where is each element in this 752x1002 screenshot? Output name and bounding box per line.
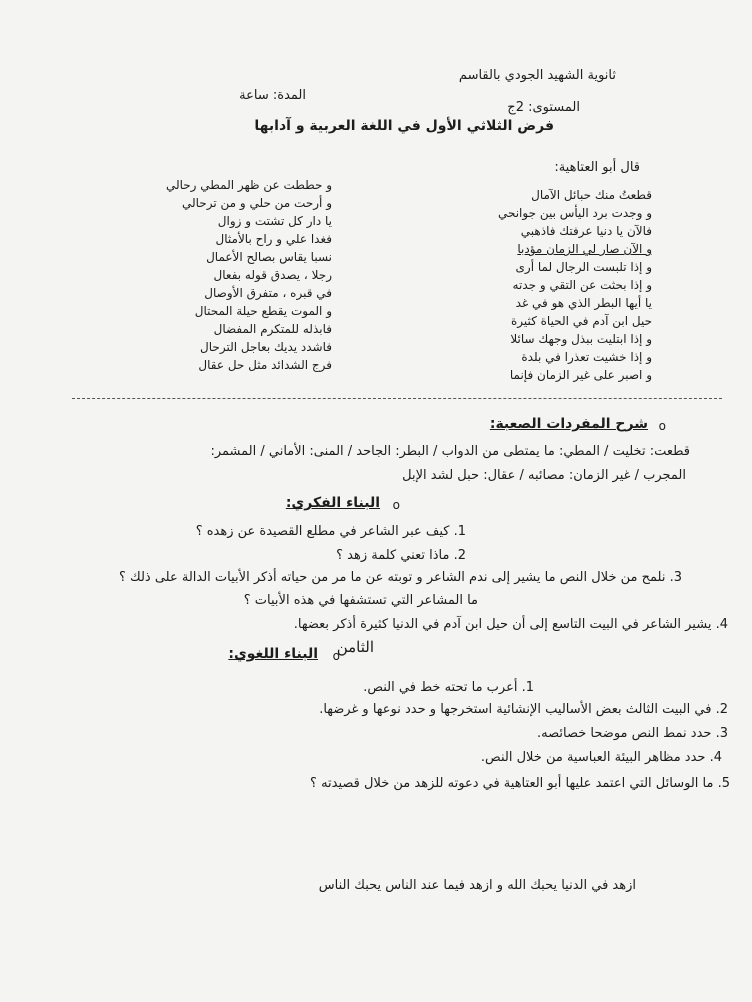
poem-line: فابذله للمتكرم المفضال [213,322,332,336]
question: 5. ما الوسائل التي اعتمد عليها أبو العتاهية في دعوته للزهد من خلال قصيدته ؟ [310,776,730,791]
poem-line: و وجدت برد اليأس بين جوانحي [497,206,652,220]
vocab-title: شرح المفردات الصعبة: [489,416,648,432]
question: 2. في البيت الثالث بعض الأساليب الإنشائية استخرجها و حدد نوعها و غرضها. [319,702,728,717]
question: 4. حدد مظاهر البيئة العباسية من خلال النص. [480,750,722,765]
poem-line: و اصبر على غير الزمان فإنما [509,368,652,382]
poem-line: و الموت يقطع حيلة المحتال [194,304,332,318]
exam-title: فرض الثلاثي الأول في اللغة العربية و آدابها [254,118,554,134]
handwritten-annotation: الثامن [336,638,374,656]
poem-intro: قال أبو العتاهية: [554,160,640,175]
poem-line: و حططت عن ظهر المطي رحالي [165,178,332,192]
duration-label: المدة: ساعة [239,88,306,103]
question: 2. ماذا تعني كلمة زهد ؟ [336,548,466,563]
vocab-line-2: المجرب / غير الزمان: مصائبه / عقال: حبل لشد الإبل [402,468,686,483]
question: 3. نلمح من خلال النص ما يشير إلى ندم الشاعر و توبته عن ما مر من حياته أذكر الأبيات الدالة على ذلك ؟ [118,570,682,585]
poem-line: في قبره ، متفرق الأوصال [204,286,332,300]
footer-quote: ازهد في الدنيا يحبك الله و ازهد فيما عند الناس يحبك الناس [318,878,636,893]
poem-line: يا دار كل تشتت و زوال [217,214,332,228]
poem-left-column [166,176,332,374]
question: 4. يشير الشاعر في البيت التاسع إلى أن حيل ابن آدم في الدنيا كثيرة أذكر بعضها. [293,617,728,632]
poem-line: نسبا يقاس بصالح الأعمال [206,250,332,264]
poem-line: قطعتُ منك حبائل الآمال [531,188,652,202]
bullet-icon: o [332,649,340,663]
question: ما المشاعر التي تستشفها في هذه الأبيات ؟ [243,593,478,608]
level-label: المستوى: 2ج [507,100,580,115]
vocab-line-1: قطعت: تخليت / المطي: ما يمتطى من الدواب / البطر: الجاحد / المنى: الأماني / المشمر: [210,444,690,459]
poem-line: يا أيها البطر الذي هو في غد [515,296,652,310]
school-name: ثانوية الشهيد الجودي بالقاسم [458,68,616,83]
poem-line: فالآن يا دنيا عرفتك فاذهبي [520,224,652,238]
poem-right-column [498,186,652,384]
question: 1. أعرب ما تحته خط في النص. [363,680,534,695]
question: 1. كيف عبر الشاعر في مطلع القصيدة عن زهده ؟ [195,524,466,539]
poem-line: و إذا بحثت عن التقي و جدته [512,278,652,292]
poem-line: حيل ابن آدم في الحياة كثيرة [510,314,652,328]
bullet-icon: o [392,498,400,512]
poem-line: و إذا ابتليت ببذل وجهك سائلا [510,332,652,346]
poem-line: فرج الشدائد مثل حل عقال [198,358,332,372]
bullet-icon: o [658,419,666,433]
separator-line [72,398,722,399]
poem-line: فغدا علي و راح بالأمثال [215,232,332,246]
question: 3. حدد نمط النص موضحا خصائصه. [537,726,728,741]
section1-title: البناء الفكري: [285,495,380,511]
poem-line: رجلا ، يصدق قوله بفعال [213,268,332,282]
poem-line: و الآن صار لي الزمان مؤدبا [517,242,652,256]
poem-line: و إذا تلبست الرجال لما أرى [515,260,652,274]
poem-line: فاشدد يديك بعاجل الترحال [200,340,332,354]
section2-title: البناء اللغوي: [228,646,318,662]
poem-line: و إذا خشيت تعذرا في بلدة [521,350,652,364]
poem-line: و أرحت من حلي و من ترحالي [181,196,332,210]
